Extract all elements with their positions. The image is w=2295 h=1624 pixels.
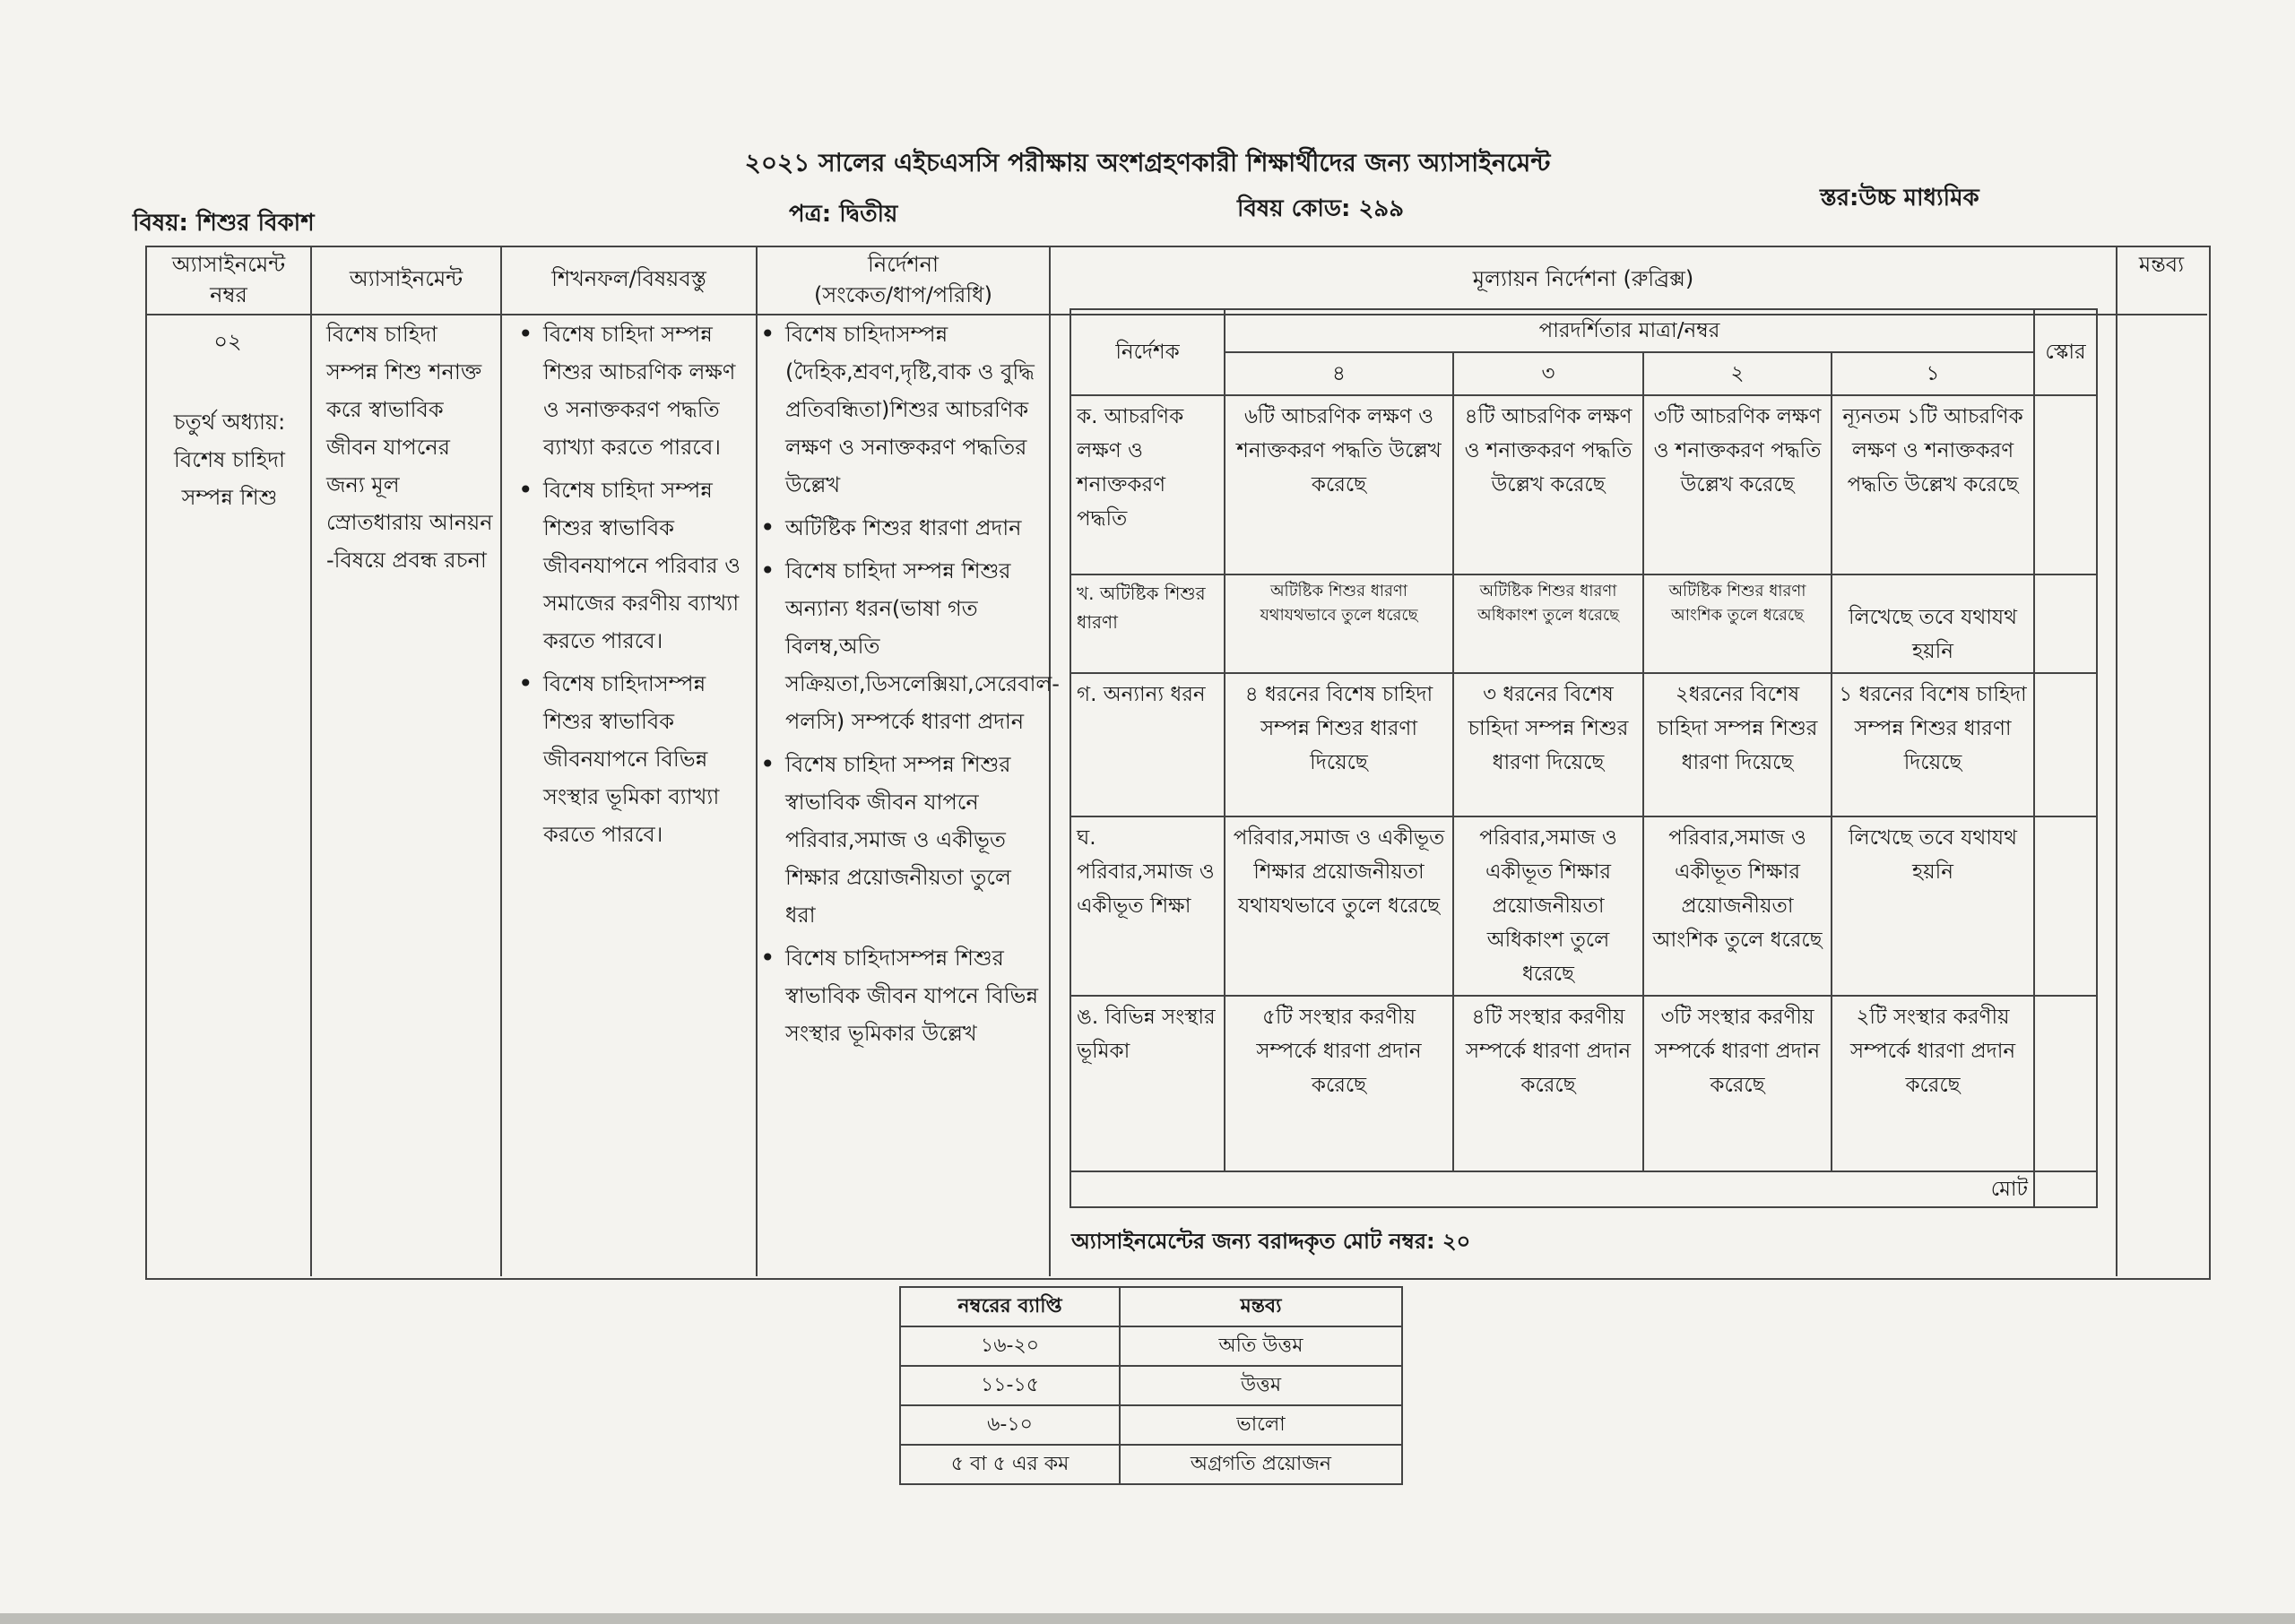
grade-remark: অতি উত্তম (1120, 1326, 1402, 1366)
rubric-total-row (1070, 1171, 2097, 1207)
rubric-cell: ১ ধরনের বিশেষ চাহিদা সম্পন্ন শিশুর ধারণা দিয়েছে (1832, 673, 2034, 816)
rubric-total-label: মোট (1070, 1171, 2034, 1207)
rubric-cell: ৫টি সংস্থার করণীয় সম্পর্কে ধারণা প্রদান করেছে (1225, 996, 1453, 1171)
direction-item: • বিশেষ চাহিদা সম্পন্ন শিশুর স্বাভাবিক জীবন যাপনে পরিবার,সমাজ ও একীভূত শিক্ষার প্রয়োজনীয়তা তুলে ধরা (785, 746, 1044, 934)
col-divider (310, 246, 312, 1276)
rubric-row (1070, 673, 2097, 816)
rubric-table (1070, 308, 2098, 1208)
grade-row (900, 1326, 1402, 1366)
assignment-number: ০২ (213, 329, 242, 354)
rubric-cell: ২ধরনের বিশেষ চাহিদা সম্পন্ন শিশুর ধারণা দিয়েছে (1643, 673, 1832, 816)
score-cell[interactable] (2034, 996, 2097, 1171)
header-assignment: অ্যাসাইনমেন্ট (349, 266, 463, 291)
direction-item: • বিশেষ চাহিদা সম্পন্ন শিশুর অন্যান্য ধরন(ভাষা গত বিলম্ব,অতি সক্রিয়তা,ডিসলেক্সিয়া,সেরেবাল-পলসি) সম্পর্কে ধারণা প্রদান (785, 552, 1044, 740)
rubric-indicator: ঙ. বিভিন্ন সংস্থার ভূমিকা (1070, 996, 1225, 1171)
grade-remark: উত্তম (1120, 1366, 1402, 1405)
direction-item: • বিশেষ চাহিদাসম্পন্ন (দৈহিক,শ্রবণ,দৃষ্টি,বাক ও বুদ্ধি প্রতিবন্ধিতা)শিশুর আচরণিক লক্ষণ ও সনাক্তকরণ পদ্ধতির উল্লেখ (785, 315, 1044, 504)
direction-item: • বিশেষ চাহিদাসম্পন্ন শিশুর স্বাভাবিক জীবন যাপনে বিভিন্ন সংস্থার ভূমিকার উল্লেখ (785, 939, 1044, 1052)
rubric-indicator: খ. অটিষ্টিক শিশুর ধারণা (1070, 574, 1225, 673)
rubric-indicator: ক. আচরণিক লক্ষণ ও শনাক্তকরণ পদ্ধতি (1070, 395, 1225, 574)
grade-range: ৬-১০ (900, 1405, 1120, 1445)
rubric-cell: ৪টি সংস্থার করণীয় সম্পর্কে ধারণা প্রদান করেছে (1453, 996, 1643, 1171)
grade-header-remark: মন্তব্য (1120, 1287, 1402, 1326)
directions-list (760, 315, 1060, 1058)
grade-range: ১৬-২০ (900, 1326, 1120, 1366)
outcome-item: • বিশেষ চাহিদাসম্পন্ন শিশুর স্বাভাবিক জীবনযাপনে বিভিন্ন সংস্থার ভূমিকা ব্যাখ্যা করতে পারবে। (543, 665, 749, 853)
col-divider (2116, 246, 2117, 1276)
col-divider (756, 246, 758, 1276)
rubric-cell: ন্যূনতম ১টি আচরণিক লক্ষণ ও শনাক্তকরণ পদ্ধতি উল্লেখ করেছে (1832, 395, 2034, 574)
rubric-indicator: ঘ. পরিবার,সমাজ ও একীভূত শিক্ষা (1070, 816, 1225, 996)
rubric-row (1070, 996, 2097, 1171)
grade-row (900, 1405, 1402, 1445)
score-cell[interactable] (2034, 395, 2097, 574)
assignment-text: বিশেষ চাহিদা সম্পন্ন শিশু শনাক্ত করে স্বাভাবিক জীবন যাপনের জন্য মূল স্রোতধারায় আনয়ন -বিষয়ে প্রবন্ধ রচনা (326, 322, 493, 573)
rubric-cell: লিখেছে তবে যথাযথ হয়নি (1832, 574, 2034, 673)
level-label: স্তর:উচ্চ মাধ্যমিক (1820, 185, 1979, 212)
outcome-item: • বিশেষ চাহিদা সম্পন্ন শিশুর আচরণিক লক্ষণ ও সনাক্তকরণ পদ্ধতি ব্যাখ্যা করতে পারবে। (543, 315, 749, 466)
rubric-cell: লিখেছে তবে যথাযথ হয়নি (1832, 816, 2034, 996)
scan-edge (0, 1613, 2295, 1624)
score-cell[interactable] (2034, 574, 2097, 673)
header-directions: নির্দেশনা (সংকেত/ধাপ/পরিধি) (814, 252, 992, 307)
col-divider (500, 246, 502, 1276)
rubric-indicator-header: নির্দেশক (1070, 309, 1225, 395)
rubric-cell: পরিবার,সমাজ ও একীভূত শিক্ষার প্রয়োজনীয়তা অধিকাংশ তুলে ধরেছে (1453, 816, 1643, 996)
rubric-cell: অটিষ্টিক শিশুর ধারণা যথাযথভাবে তুলে ধরেছে (1225, 574, 1453, 673)
rubric-cell: পরিবার,সমাজ ও একীভূত শিক্ষার প্রয়োজনীয়তা আংশিক তুলে ধরেছে (1643, 816, 1832, 996)
grade-range-table (899, 1286, 1403, 1485)
score-cell[interactable] (2034, 816, 2097, 996)
rubric-cell: ৩টি আচরণিক লক্ষণ ও শনাক্তকরণ পদ্ধতি উল্লেখ করেছে (1643, 395, 1832, 574)
document-title: ২০২১ সালের এইচএসসি পরীক্ষায় অংশগ্রহণকারী শিক্ষার্থীদের জন্য অ্যাসাইনমেন্ট (744, 148, 1551, 177)
direction-item: • অটিষ্টিক শিশুর ধারণা প্রদান (785, 509, 1044, 547)
header-outcome: শিখনফল/বিষয়বস্তু (551, 266, 706, 291)
total-score-cell[interactable] (2034, 1171, 2097, 1207)
rubric-cell: ৩ ধরনের বিশেষ চাহিদা সম্পন্ন শিশুর ধারণা দিয়েছে (1453, 673, 1643, 816)
subject-label: বিষয়: শিশুর বিকাশ (133, 210, 315, 237)
level-2: ২ (1643, 352, 1832, 395)
score-cell[interactable] (2034, 673, 2097, 816)
outcome-item: • বিশেষ চাহিদা সম্পন্ন শিশুর স্বাভাবিক জীবনযাপনে পরিবার ও সমাজের করণীয় ব্যাখ্যা করতে পারবে। (543, 471, 749, 660)
total-marks-note: অ্যাসাইনমেন্টের জন্য বরাদ্দকৃত মোট নম্বর: ২০ (1071, 1229, 1471, 1254)
subject-code-label: বিষয় কোড: ২৯৯ (1237, 195, 1405, 222)
header-evaluation: মূল্যায়ন নির্দেশনা (রুব্রিক্স) (1472, 266, 1694, 291)
header-assignment-number: অ্যাসাইনমেন্ট নম্বর (171, 252, 286, 307)
chapter-name: চতুর্থ অধ্যায়: বিশেষ চাহিদা সম্পন্ন শিশু (173, 410, 286, 510)
rubric-row (1070, 574, 2097, 673)
rubric-levels-header: পারদর্শিতার মাত্রা/নম্বর (1225, 309, 2034, 352)
rubric-cell: অটিষ্টিক শিশুর ধারণা অধিকাংশ তুলে ধরেছে (1453, 574, 1643, 673)
grade-remark: ভালো (1120, 1405, 1402, 1445)
col-divider (1049, 246, 1051, 1276)
rubric-cell: অটিষ্টিক শিশুর ধারণা আংশিক তুলে ধরেছে (1643, 574, 1832, 673)
grade-remark: অগ্রগতি প্রয়োজন (1120, 1445, 1402, 1484)
grade-header-range: নম্বরের ব্যাপ্তি (900, 1287, 1120, 1326)
header-remarks: মন্তব্য (2138, 252, 2185, 277)
rubric-row (1070, 395, 2097, 574)
rubric-row (1070, 816, 2097, 996)
level-1: ১ (1832, 352, 2034, 395)
rubric-cell: ৪টি আচরণিক লক্ষণ ও শনাক্তকরণ পদ্ধতি উল্লেখ করেছে (1453, 395, 1643, 574)
grade-range: ১১-১৫ (900, 1366, 1120, 1405)
level-4: ৪ (1225, 352, 1453, 395)
grade-range: ৫ বা ৫ এর কম (900, 1445, 1120, 1484)
learning-outcomes (511, 315, 749, 859)
rubric-indicator: গ. অন্যান্য ধরন (1070, 673, 1225, 816)
rubric-cell: পরিবার,সমাজ ও একীভূত শিক্ষার প্রয়োজনীয়তা যথাযথভাবে তুলে ধরেছে (1225, 816, 1453, 996)
level-3: ৩ (1453, 352, 1643, 395)
grade-row (900, 1366, 1402, 1405)
paper-label: পত্র: দ্বিতীয় (789, 201, 898, 228)
rubric-cell: ৬টি আচরণিক লক্ষণ ও শনাক্তকরণ পদ্ধতি উল্লেখ করেছে (1225, 395, 1453, 574)
rubric-score-header: স্কোর (2034, 309, 2097, 395)
rubric-cell: ৪ ধরনের বিশেষ চাহিদা সম্পন্ন শিশুর ধারণা দিয়েছে (1225, 673, 1453, 816)
rubric-cell: ৩টি সংস্থার করণীয় সম্পর্কে ধারণা প্রদান করেছে (1643, 996, 1832, 1171)
rubric-cell: ২টি সংস্থার করণীয় সম্পর্কে ধারণা প্রদান করেছে (1832, 996, 2034, 1171)
grade-row (900, 1445, 1402, 1484)
